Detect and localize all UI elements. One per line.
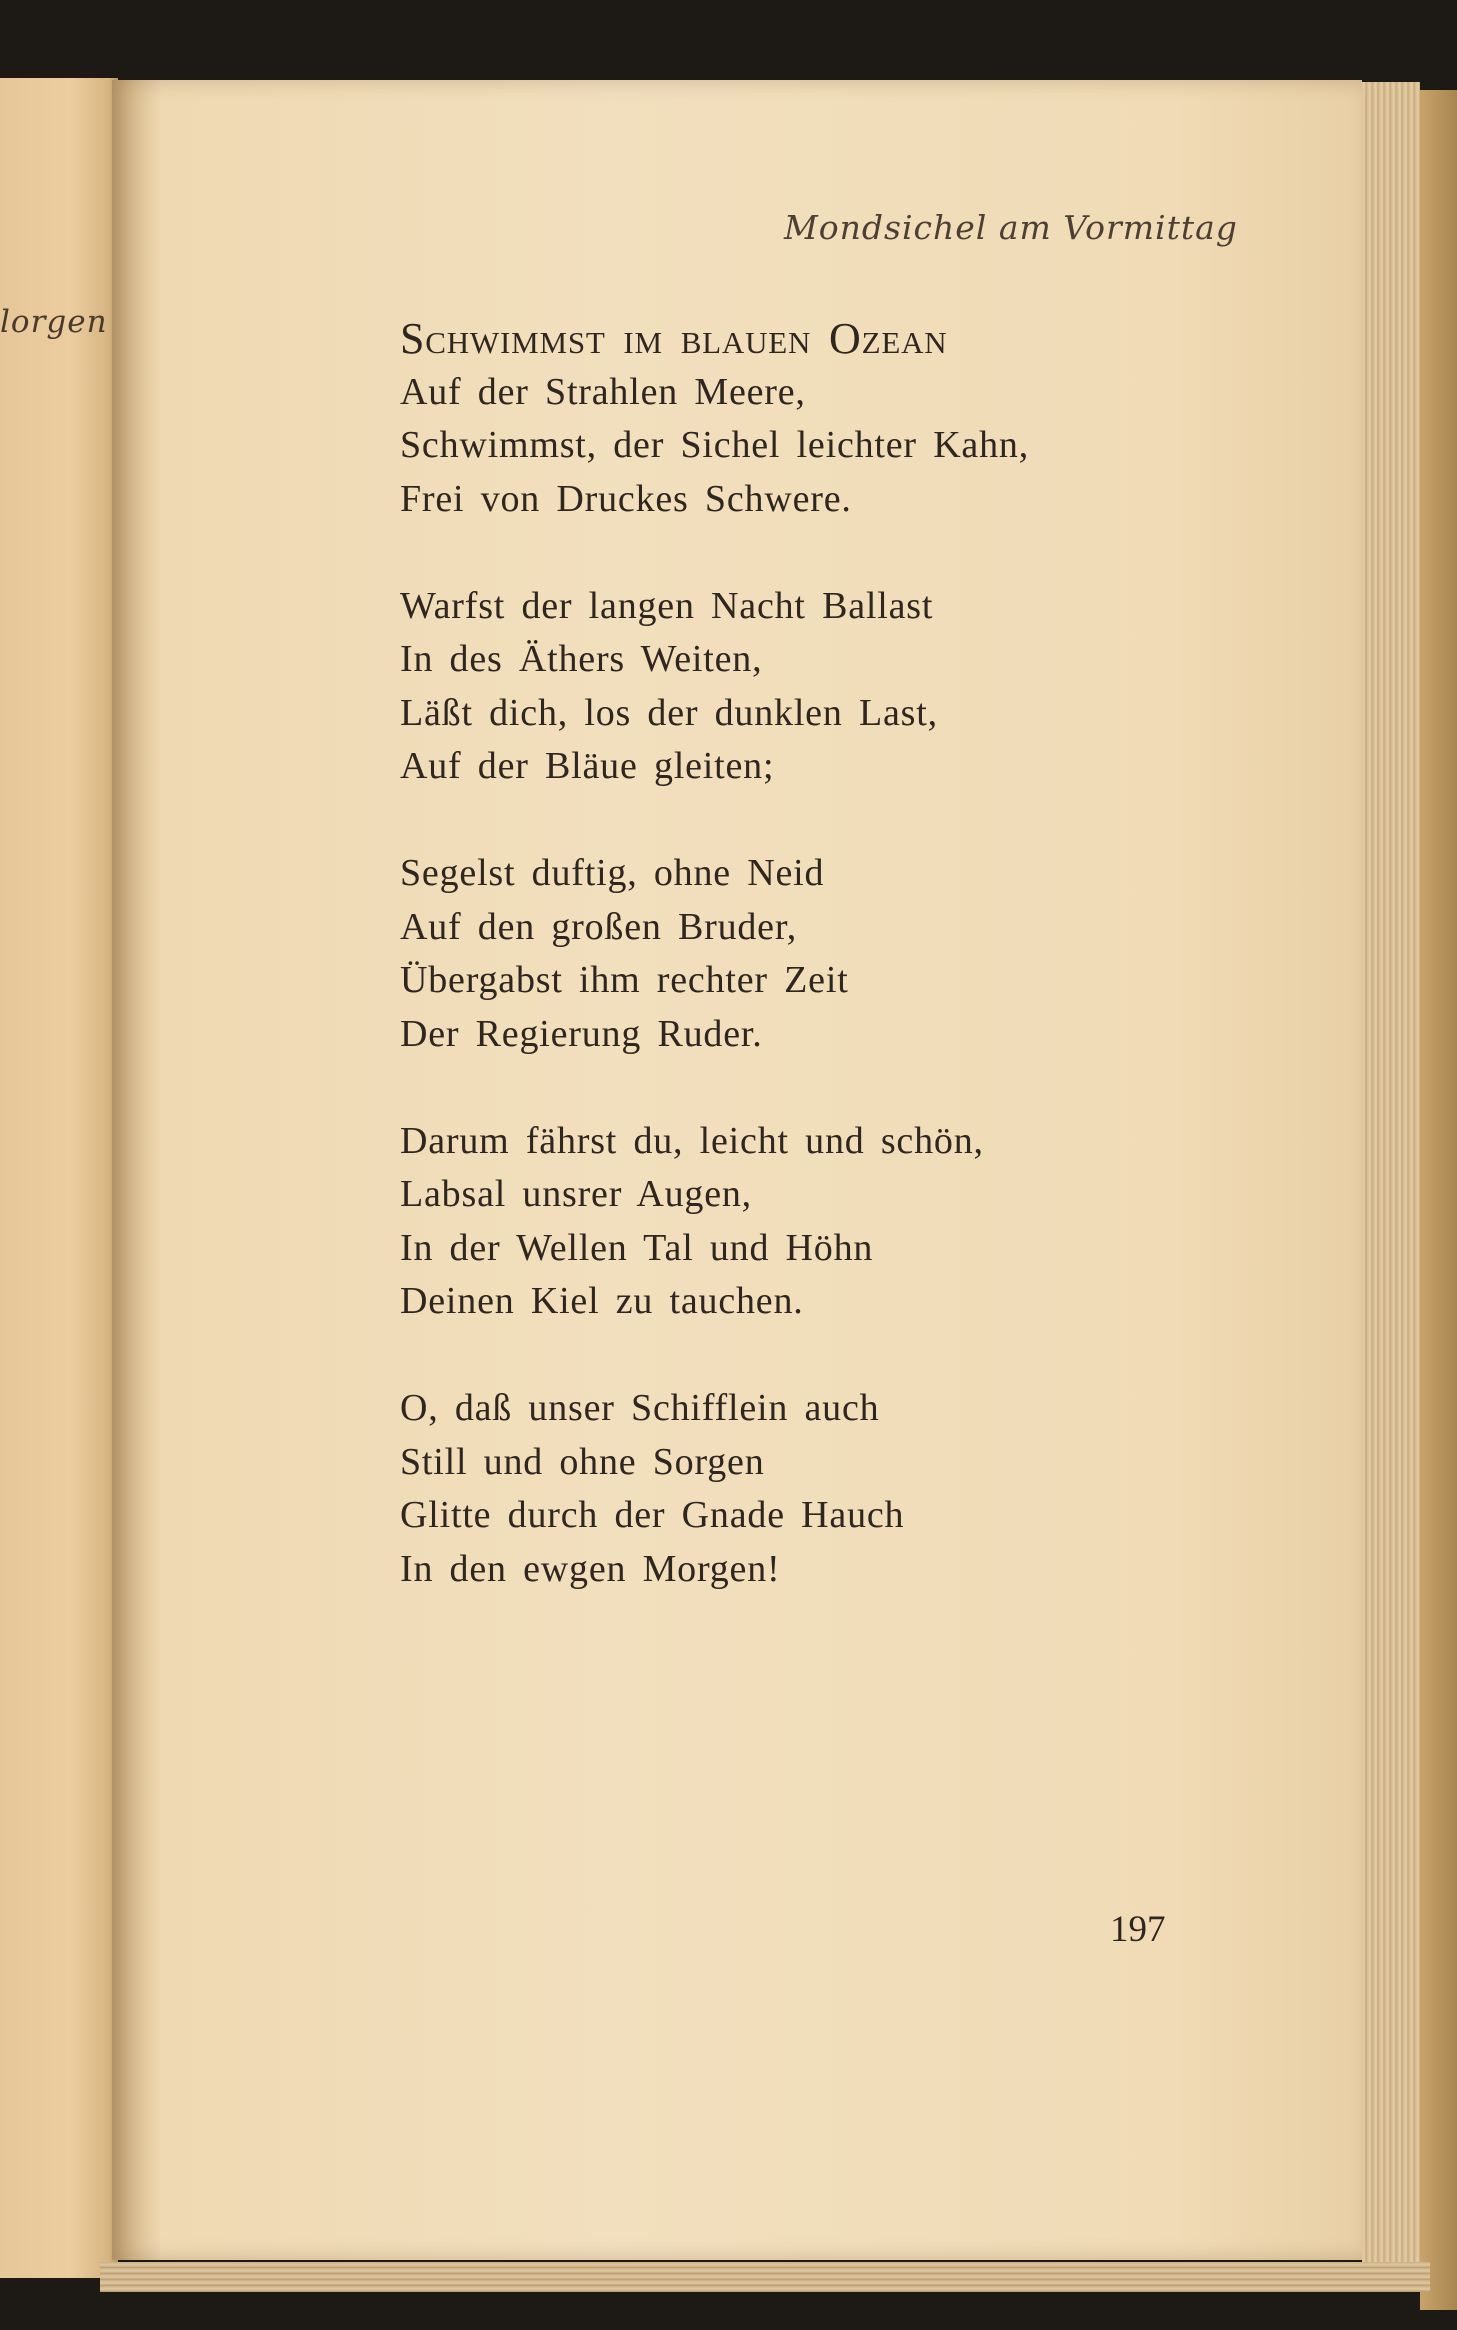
stanza <box>400 1115 1160 1329</box>
poem-line: Deinen Kiel zu tauchen. <box>400 1280 804 1322</box>
poem-line: Auf den großen Bruder, <box>400 905 798 948</box>
poem-line: In der Wellen Tal und Höhn <box>400 1226 874 1269</box>
stanza <box>400 847 1160 1061</box>
poem-line: In des Äthers Weiten, <box>400 638 763 680</box>
poem-line: Frei von Druckes Schwere. <box>400 477 852 520</box>
poem-line: O, daß unser Schifflein auch <box>400 1387 880 1429</box>
poem-line: Der Regierung Ruder. <box>400 1012 763 1055</box>
stanza <box>400 312 1160 526</box>
running-head: Mondsichel am Vormittag <box>784 208 1238 247</box>
poem-line: Schwimmst, der Sichel leichter Kahn, <box>400 424 1029 466</box>
poem-line: Übergabst ihm rechter Zeit <box>400 959 849 1001</box>
bottom-page-edges <box>100 2262 1430 2292</box>
poem-line: Still und ohne Sorgen <box>400 1440 765 1483</box>
left-page <box>0 78 118 2278</box>
poem-line: Warfst der langen Nacht Ballast <box>400 584 934 627</box>
page-number: 197 <box>1110 1909 1166 1950</box>
poem-line: Läßt dich, los der dunklen Last, <box>400 691 938 734</box>
poem-line: Glitte durch der Gnade Hauch <box>400 1494 905 1536</box>
poem-line: In den ewgen Morgen! <box>400 1547 781 1590</box>
stanza <box>400 1382 1160 1596</box>
poem <box>400 312 1160 1596</box>
poem-line: Darum fährst du, leicht und schön, <box>400 1119 984 1162</box>
cover-edge <box>1420 90 1457 2310</box>
poem-line: Segelst duftig, ohne Neid <box>400 852 825 894</box>
left-running-head: lorgen <box>0 304 108 340</box>
poem-line: Auf der Strahlen Meere, <box>400 370 806 413</box>
poem-line: Auf der Bläue gleiten; <box>400 745 775 787</box>
poem-line: Labsal unsrer Augen, <box>400 1173 752 1215</box>
poem-title-line: Schwimmst im blauen Ozean <box>400 314 948 363</box>
page-edges <box>1362 82 1420 2282</box>
stanza <box>400 580 1160 794</box>
